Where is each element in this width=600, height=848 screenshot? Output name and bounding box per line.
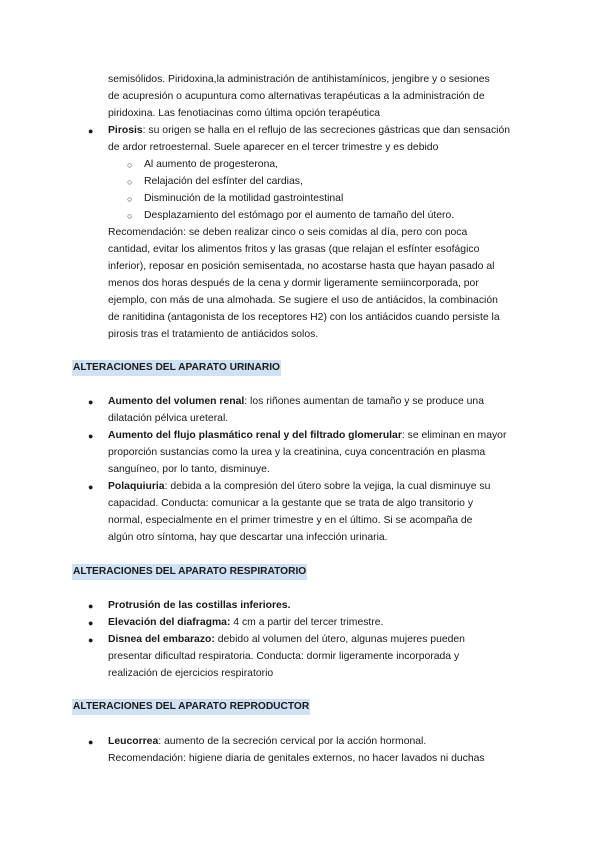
- flujo-plasmatico-text: : se eliminan en mayor: [401, 430, 507, 441]
- bullet-icon: ●: [88, 482, 94, 492]
- pirosis-cause: Desplazamiento del estómago por el aumento de tamaño del útero.: [144, 210, 455, 221]
- pirosis-text: : su origen se halla en el reflujo de las secreciones gástricas que dan sensación: [142, 125, 511, 136]
- bullet-icon: ●: [88, 618, 94, 628]
- pirosis-cause: Al aumento de progesterona,: [144, 159, 279, 170]
- volumen-renal-text: : los riñones aumentan de tamaño y se produce una: [244, 396, 484, 407]
- pirosis-recommendation: de ranitidina (antagonista de los receptores H2) con los antiácidos cuando persiste la: [108, 312, 500, 323]
- section-heading-reproductor: ALTERACIONES DEL APARATO REPRODUCTOR: [72, 699, 310, 715]
- elevacion-diafragma-term: Elevación del diafragma:: [108, 617, 231, 628]
- circle-bullet-icon: ○: [127, 177, 133, 187]
- bullet-icon: ●: [88, 601, 94, 611]
- leucorrea-text: Recomendación: higiene diaria de genitales externos, no hacer lavados ni duchas: [108, 753, 485, 764]
- pirosis-recommendation: inferior), reposar en posición semisentada, no acostarse hasta que hayan pasado al: [108, 261, 495, 272]
- circle-bullet-icon: ○: [127, 160, 133, 170]
- disnea-text: presentar dificultad respiratoria. Conducta: dormir ligeramente incorporada y: [108, 651, 460, 662]
- polaquiuria-text: : debida a la compresión del útero sobre la vejiga, la cual disminuye su: [164, 481, 491, 492]
- circle-bullet-icon: ○: [127, 211, 133, 221]
- bullet-icon: ●: [88, 635, 94, 645]
- leucorrea-item: [108, 734, 426, 750]
- protrusion-term: Protrusión de las costillas inferiores.: [108, 600, 291, 611]
- pirosis-cause: Disminución de la motilidad gastrointestinal: [144, 193, 344, 204]
- disnea-text: realización de ejercicios respiratorio: [108, 668, 274, 679]
- leucorrea-text: : aumento de la secreción cervical por la acción hormonal.: [158, 736, 427, 747]
- flujo-plasmatico-item: [108, 428, 506, 444]
- leucorrea-term: Leucorrea: [108, 736, 159, 747]
- polaquiuria-text: normal, especialmente en el primer trimestre y en el último. Si se acompaña de: [108, 515, 473, 526]
- volumen-renal-text: dilatación pélvica ureteral.: [108, 413, 229, 424]
- pirosis-recommendation: cantidad, evitar los alimentos fritos y las grasas (que relajan el esfínter esofágico: [108, 244, 480, 255]
- pirosis-recommendation: menos dos horas después de la cena y dormir ligeramente semiincorporada, por: [108, 278, 479, 289]
- pirosis-recommendation: pirosis tras el tratamiento de antiácidos solos.: [108, 329, 319, 340]
- flujo-plasmatico-text: sanguíneo, por lo tanto, disminuye.: [108, 464, 270, 475]
- protrusion-item: [108, 598, 290, 614]
- intro-line: semisólidos. Piridoxina,la administración de antihistamínicos, jengibre y o sesiones: [108, 74, 490, 85]
- elevacion-diafragma-text: 4 cm a partir del tercer trimestre.: [230, 617, 384, 628]
- flujo-plasmatico-term: Aumento del flujo plasmático renal y del filtrado glomerular: [108, 430, 402, 441]
- pirosis-term: Pirosis: [108, 125, 143, 136]
- bullet-icon: ●: [88, 397, 94, 407]
- pirosis-item: [108, 123, 510, 139]
- polaquiuria-text: capacidad. Conducta: comunicar a la gestante que se trata de algo transitorio y: [108, 498, 474, 509]
- disnea-item: [108, 632, 465, 648]
- disnea-term: Disnea del embarazo:: [108, 634, 215, 645]
- intro-line: de acupresión o acupuntura como alternativas terapéuticas a la administración de: [108, 91, 485, 102]
- polaquiuria-item: [108, 479, 490, 495]
- pirosis-cause: Relajación del esfínter del cardias,: [144, 176, 303, 187]
- circle-bullet-icon: ○: [127, 194, 133, 204]
- elevacion-diafragma-item: [108, 615, 383, 631]
- disnea-text: debido al volumen del útero, algunas mujeres pueden: [214, 634, 465, 645]
- pirosis-recommendation: ejemplo, con más de una almohada. Se sugiere el uso de antiácidos, la combinación: [108, 295, 498, 306]
- pirosis-recommendation: Recomendación: se deben realizar cinco o seis comidas al día, pero con poca: [108, 227, 468, 238]
- pirosis-text: de ardor retroesternal. Suele aparecer en el tercer trimestre y es debido: [108, 142, 439, 153]
- section-heading-urinario: ALTERACIONES DEL APARATO URINARIO: [72, 360, 281, 376]
- volumen-renal-term: Aumento del volumen renal: [108, 396, 245, 407]
- flujo-plasmatico-text: proporción sustancias como la urea y la creatinina, cuya concentración en plasma: [108, 447, 486, 458]
- polaquiuria-term: Polaquiuria: [108, 481, 165, 492]
- bullet-icon: ●: [88, 737, 94, 747]
- volumen-renal-item: [108, 394, 484, 410]
- polaquiuria-text: algún otro síntoma, hay que descartar una infección urinaria.: [108, 532, 388, 543]
- intro-line: piridoxina. Las fenotiacinas como última opción terapéutica: [108, 108, 381, 119]
- bullet-icon: ●: [88, 431, 94, 441]
- bullet-icon: ●: [88, 126, 94, 136]
- section-heading-respiratorio: ALTERACIONES DEL APARATO RESPIRATORIO: [72, 564, 307, 580]
